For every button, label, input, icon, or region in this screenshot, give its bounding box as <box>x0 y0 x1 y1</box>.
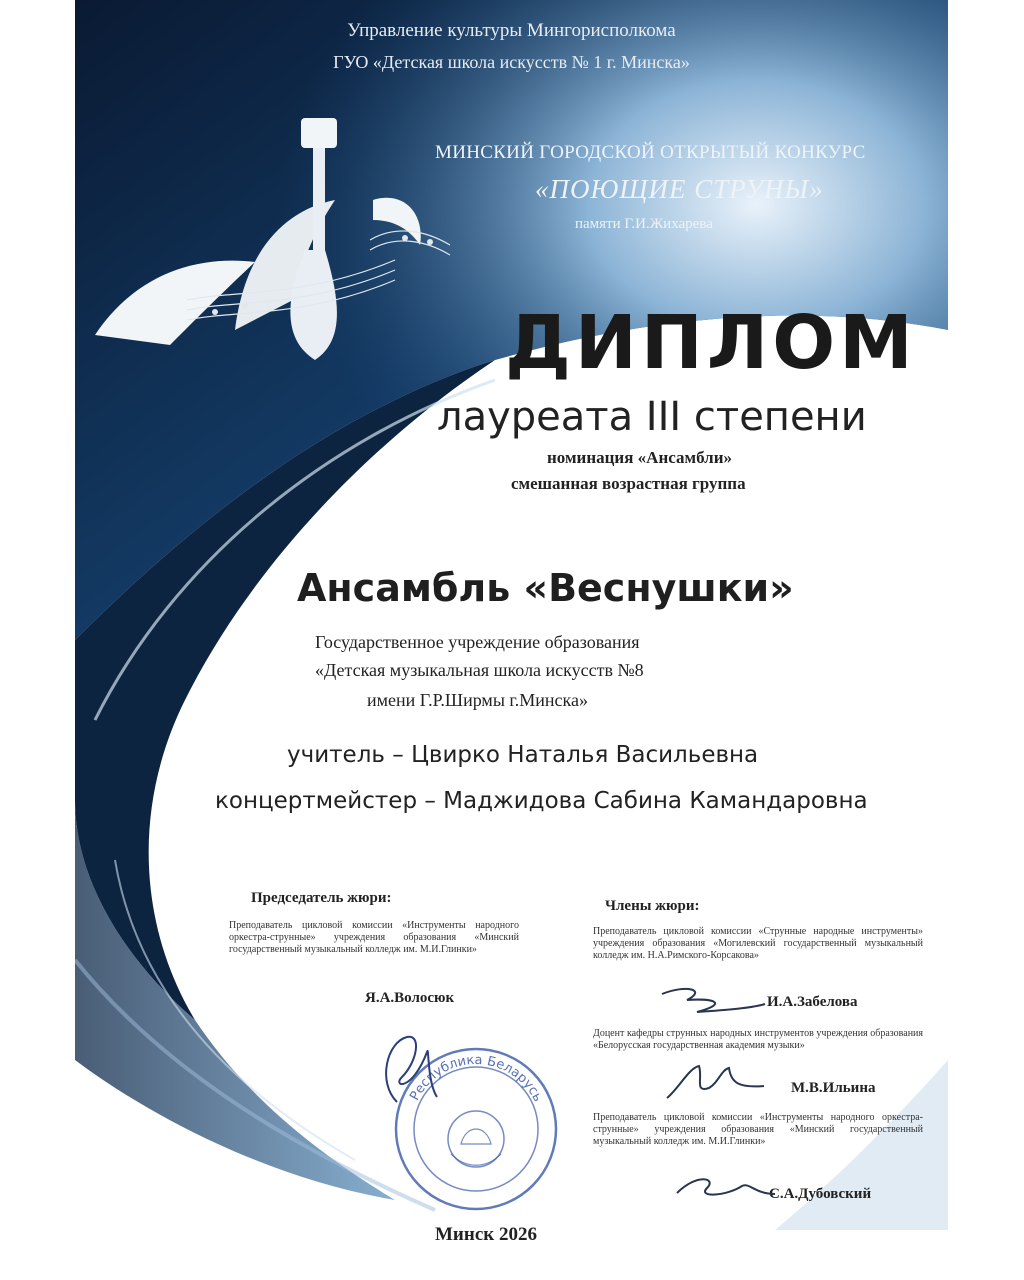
chair-signature <box>367 1022 457 1112</box>
ensemble-name: Ансамбль «Веснушки» <box>297 566 794 610</box>
jury-chair-heading: Председатель жюри: <box>251 890 392 906</box>
jury-member-1-description: Преподаватель цикловой комиссии «Струнные народные инструменты» учреждения образования «Могилевский государственный музыкальный колледж им. Н.А.Римского-Корсакова» <box>593 926 923 961</box>
age-group: смешанная возрастная группа <box>511 474 746 493</box>
jury-chair-name: Я.А.Волосюк <box>365 990 455 1006</box>
jury-members-heading: Члены жюри: <box>605 898 700 914</box>
contest-dedication: памяти Г.И.Жихарева <box>575 216 713 232</box>
organizer-line-2: ГУО «Детская школа искусств № 1 г. Минска» <box>333 52 690 72</box>
jury-member-2-description: Доцент кафедры струнных народных инструментов учреждения образования «Белорусская государственная академия музыки» <box>593 1028 923 1051</box>
teacher-line: учитель – Цвирко Наталья Васильевна <box>287 742 759 768</box>
institution-line-2: «Детская музыкальная школа искусств №8 <box>315 660 644 680</box>
laureate-degree: лауреата III степени <box>437 394 867 440</box>
jury-member-1-name: И.А.Забелова <box>767 994 858 1010</box>
member-1-signature <box>657 982 767 1022</box>
contest-name: «ПОЮЩИЕ СТРУНЫ» <box>535 174 824 204</box>
institution-line-1: Государственное учреждение образования <box>315 632 640 652</box>
jury-member-3-description: Преподаватель цикловой комиссии «Инструменты народного оркестра-струнные» учреждения образования «Минский государственный музыкальный колледж им. М.И.Глинки» <box>593 1112 923 1147</box>
member-2-signature <box>659 1058 769 1108</box>
contest-title: МИНСКИЙ ГОРОДСКОЙ ОТКРЫТЫЙ КОНКУРС <box>435 142 866 163</box>
accompanist-line: концертмейстер – Маджидова Сабина Камандаровна <box>215 788 868 814</box>
organizer-line-1: Управление культуры Мингорисполкома <box>347 20 676 41</box>
seal-text: Республика Беларусь <box>407 1052 546 1105</box>
member-3-signature <box>667 1168 777 1208</box>
institution-line-3: имени Г.Р.Ширмы г.Минска» <box>367 690 588 710</box>
jury-member-3-name: С.А.Дубовский <box>769 1186 872 1202</box>
nomination: номинация «Ансамбли» <box>547 448 732 467</box>
jury-member-2-name: М.В.Ильина <box>791 1080 876 1096</box>
diploma-sheet <box>75 0 948 1280</box>
jury-chair-description: Преподаватель цикловой комиссии «Инструменты народного оркестра-струнные» учреждения образования «Минский государственный музыкальный колледж им. М.И.Глинки» <box>229 920 519 955</box>
diploma-title: ДИПЛОМ <box>505 300 917 386</box>
city-year: Минск 2026 <box>435 1224 537 1245</box>
